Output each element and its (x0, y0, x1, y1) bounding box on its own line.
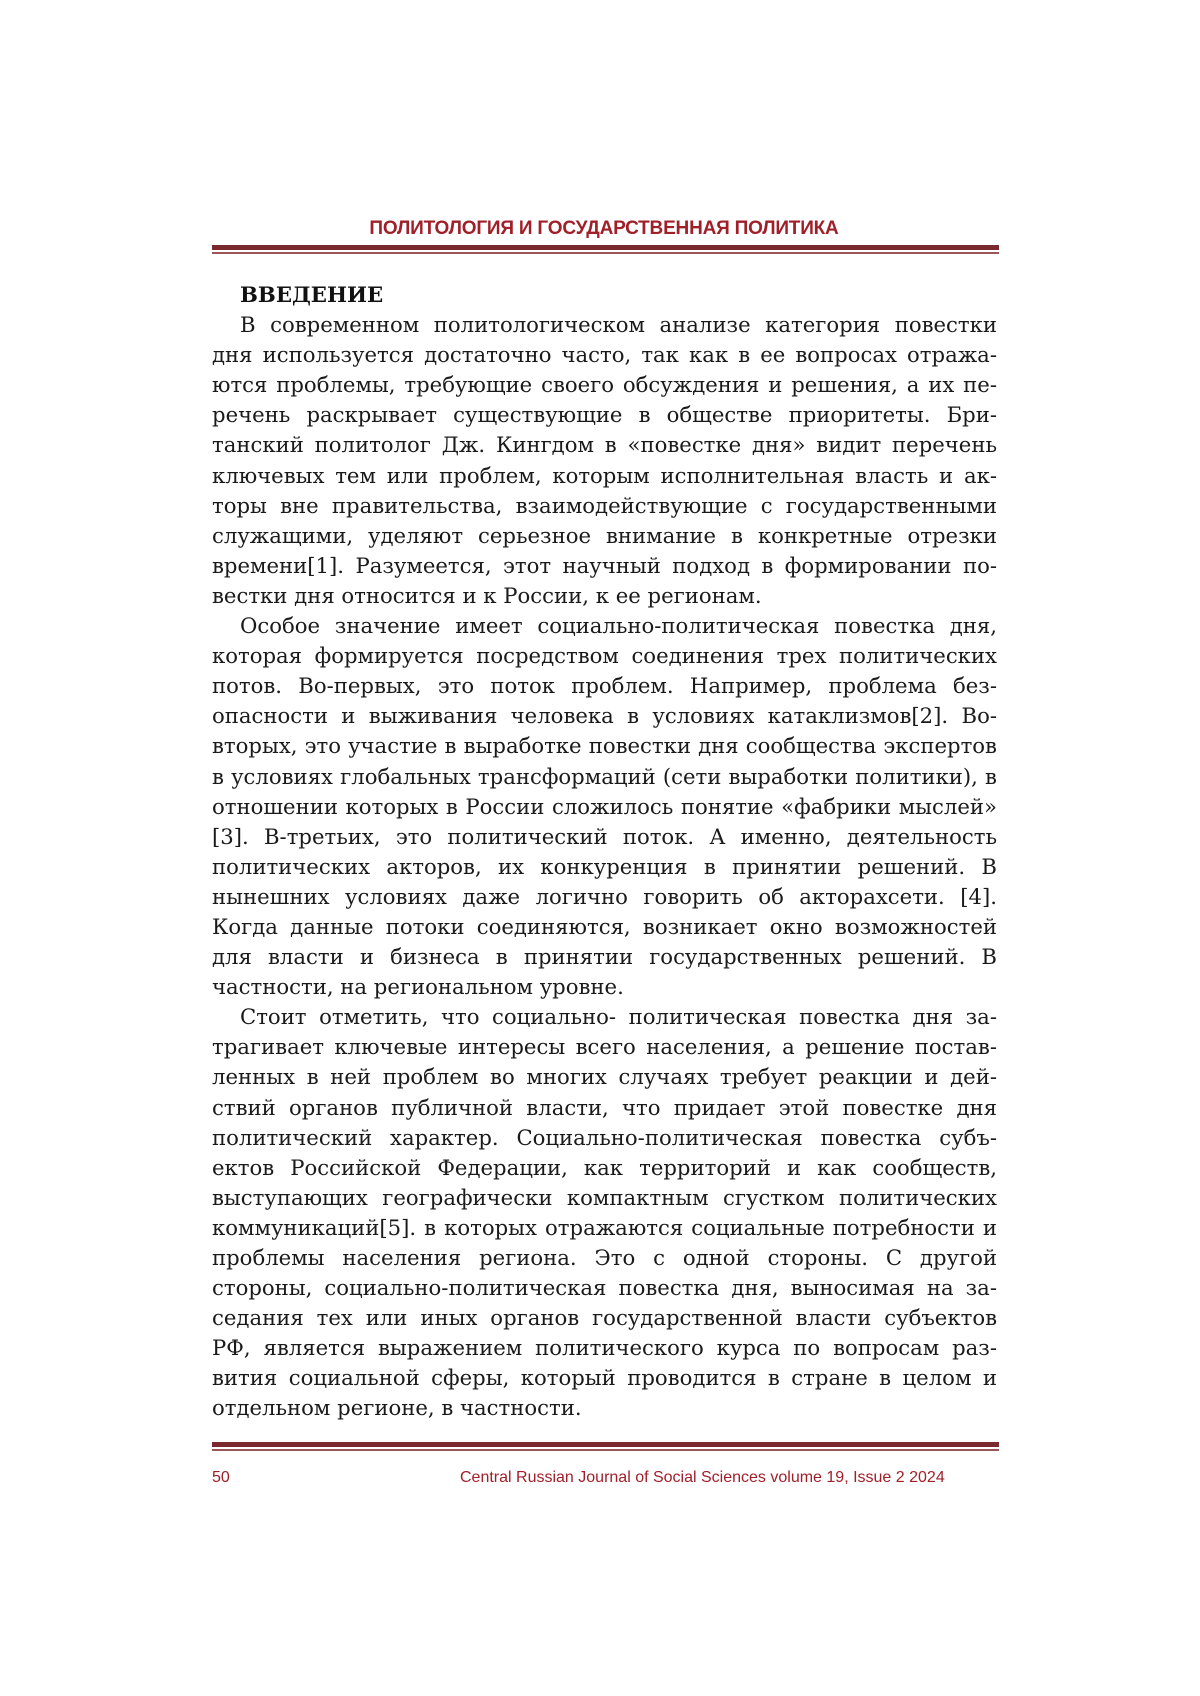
footer-rule (212, 1442, 999, 1451)
article-body (212, 280, 997, 1424)
page-number: 50 (212, 1469, 230, 1486)
journal-citation: Central Russian Journal of Social Sciences volume 19, Issue 2 2024 (460, 1469, 945, 1486)
running-header-title: ПОЛИТОЛОГИЯ И ГОСУДАРСТВЕННАЯ ПОЛИТИКА (369, 218, 839, 239)
section-heading: ВВЕДЕНИЕ (240, 282, 384, 307)
paragraph-2: Особое значение имеет социально-политическая повестка дня, которая формируется посредством соединения трех политических потов. Во-первых, это поток проблем. Например, проблема безопасности и выживания человека в условиях катаклизмов[2]. Вовторых, это участие в выработке повестки дня сообщества экспертов в условиях глобальных трансформаций (сети выработки политики), в отношении которых в России сложилось понятие «фабрики мыслей» [3]. В-третьих, это политический поток. А именно, деятельность политических акторов, их конкуренция в принятии решений. В нынешних условиях даже логично говорить об акторахсети. [4]. Когда данные потоки соединяются, возникает окно возможностей для власти и бизнеса в принятии государственных решений. В частности, на региональном уровне. (212, 613, 997, 1000)
header-rule (212, 245, 999, 254)
paragraph-3: Стоит отметить, что социально- политическая повестка дня затрагивает ключевые интересы всего населения, а решение поставленных в ней проблем во многих случаях требует реакции и действий органов публичной власти, что придает этой повестке дня политический характер. Социально-политическая повестка субъектов Российской Федерации, как территорий и как сообществ, выступающих географически компактным сгустком политических коммуникаций[5]. в которых отражаются социальные потребности и проблемы населения региона. Это с одной стороны. С другой стороны, социально-политическая повестка дня, выносимая на заседания тех или иных органов государственной власти субъектов РФ, является выражением политического курса по вопросам развития социальной сферы, который проводится в стране в целом и отдельном регионе, в частности. (212, 1004, 997, 1421)
paragraph-1: В современном политологическом анализе категория повестки дня используется достаточно часто, так как в ее вопросах отражаются проблемы, требующие своего обсуждения и решения, а их перечень раскрывает существующие в обществе приоритеты. Британский политолог Дж. Кингдом в «повестке дня» видит перечень ключевых тем или проблем, которым исполнительная власть и акторы вне правительства, взаимодействующие с государственными служащими, уделяют серьезное внимание в конкретные отрезки времени[1]. Разумеется, этот научный подход в формировании повестки дня относится и к России, к ее регионам. (212, 312, 997, 608)
